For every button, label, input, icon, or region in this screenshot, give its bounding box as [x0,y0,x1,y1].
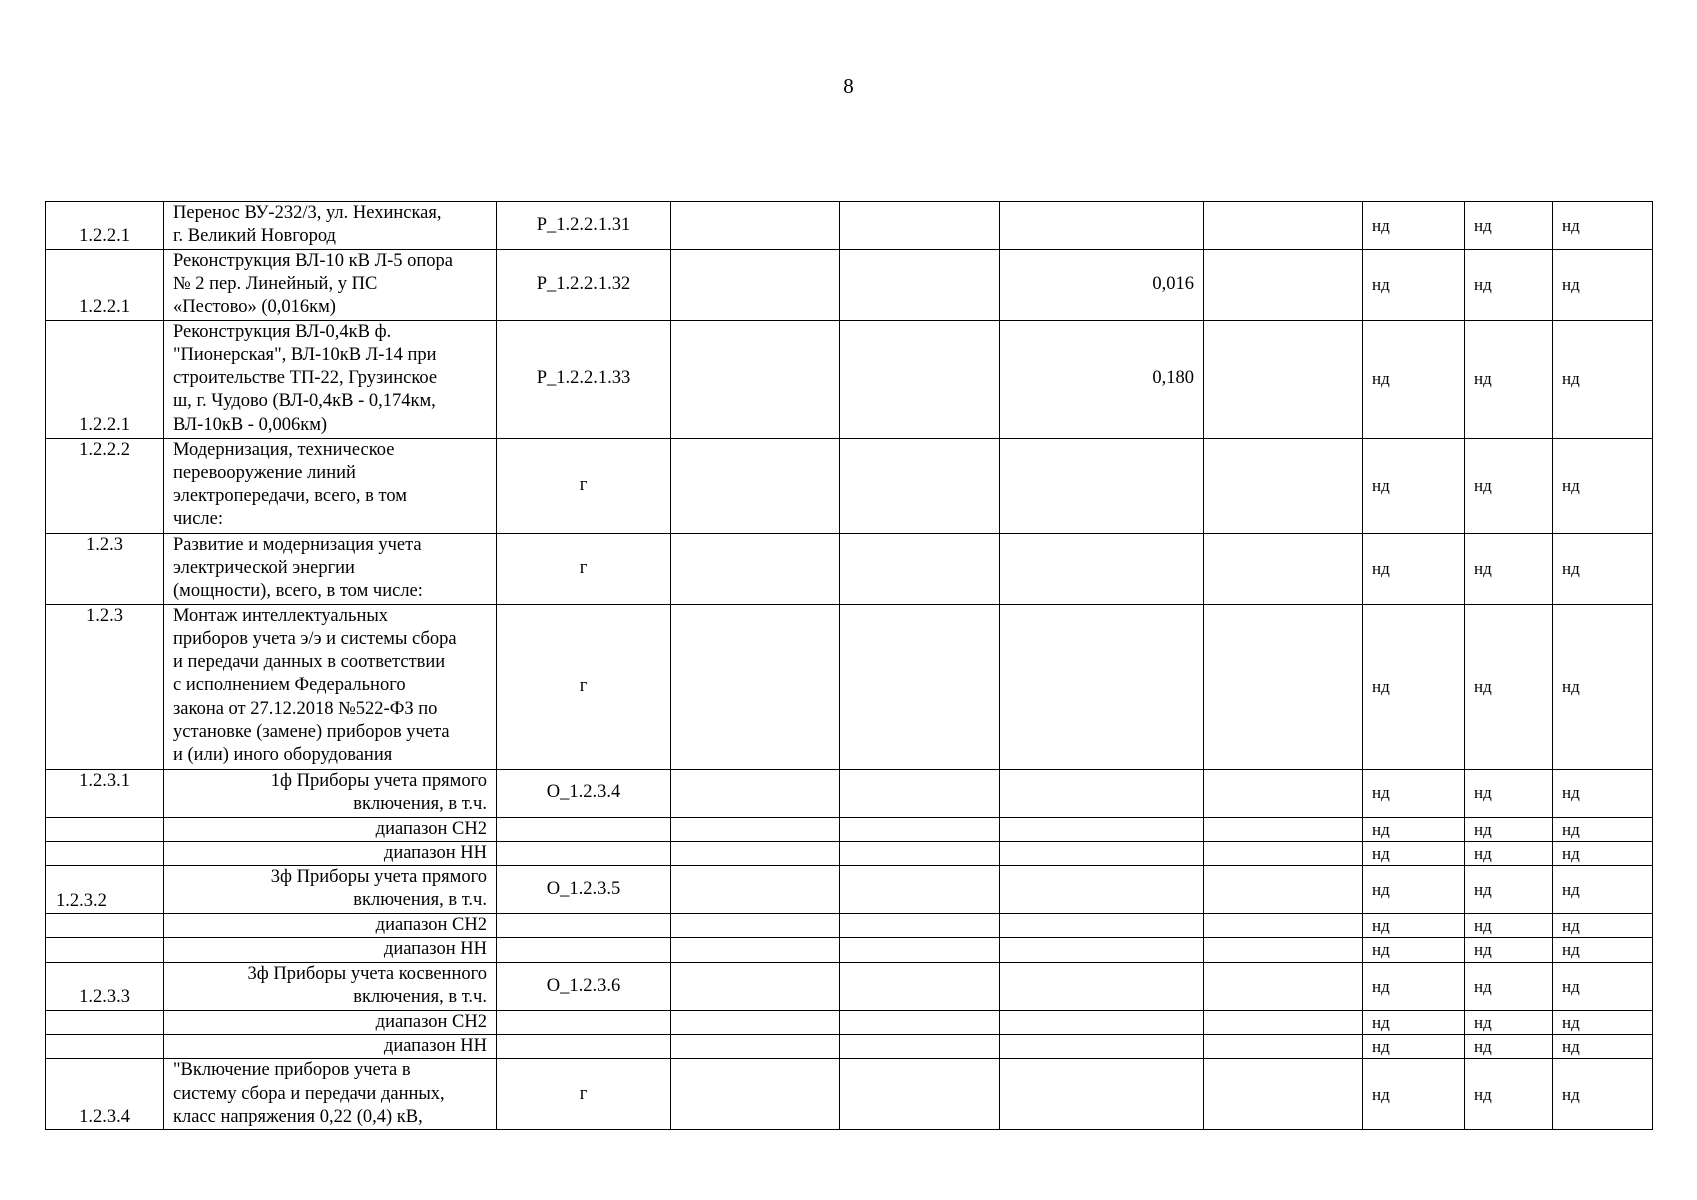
row-name [164,249,497,320]
row-code [497,1010,671,1034]
row-c8: нд [1363,914,1465,938]
row-code [497,1035,671,1059]
empty-cell-5 [840,817,1000,841]
row-c9: нд [1465,1010,1553,1034]
empty-cell-4 [671,1035,840,1059]
row-c9: нд [1465,533,1553,604]
row-c10: нд [1553,938,1653,962]
row-name [164,1035,497,1059]
investment-program-table [45,201,1653,1130]
row-c10: нд [1553,817,1653,841]
row-number: 1.2.3.3 [46,962,164,1010]
row-c9: нд [1465,938,1553,962]
empty-cell-4 [671,938,840,962]
row-name [164,769,497,817]
row-name-line: (мощности), всего, в том числе: [173,581,423,602]
row-c8: нд [1363,841,1465,865]
row-c8: нд [1363,1010,1465,1034]
row-c8: нд [1363,1059,1465,1130]
empty-cell-7 [1204,962,1363,1010]
empty-cell-5 [840,438,1000,533]
row-value [1000,938,1204,962]
empty-cell-7 [1204,1010,1363,1034]
page-number: 8 [843,74,854,98]
row-name-line: строительстве ТП-22, Грузинское [173,368,438,389]
row-name-line: 3ф Приборы учета прямого [270,867,487,888]
row-code: O_1.2.3.6 [497,962,671,1010]
row-name [164,604,497,769]
row-value [1000,202,1204,250]
row-name-line: Развитие и модернизация учета [173,534,422,555]
row-name [164,866,497,914]
row-name-line: № 2 пер. Линейный, у ПС [173,273,378,294]
row-c8: нд [1363,769,1465,817]
row-code: г [497,533,671,604]
row-name-line: ш, г. Чудово (ВЛ-0,4кВ - 0,174км, [173,391,436,412]
row-name-line: ВЛ-10кВ - 0,006км) [173,414,328,435]
row-name-line: приборов учета э/э и системы сбора [173,628,457,649]
row-c10: нд [1553,769,1653,817]
row-number: 1.2.2.1 [46,202,164,250]
row-c9: нд [1465,438,1553,533]
row-name-line: г. Великий Новгород [173,226,336,247]
row-number: 1.2.3.1 [46,769,164,817]
row-name [164,533,497,604]
row-c10: нд [1553,438,1653,533]
row-code [497,914,671,938]
row-c8: нд [1363,202,1465,250]
row-name [164,817,497,841]
empty-cell-5 [840,1035,1000,1059]
row-name-line: и (или) иного оборудования [173,745,393,766]
empty-cell-7 [1204,1035,1363,1059]
table-row [46,1035,1653,1059]
row-value [1000,914,1204,938]
empty-cell-4 [671,962,840,1010]
empty-cell-5 [840,249,1000,320]
row-c10: нд [1553,202,1653,250]
row-code [497,817,671,841]
row-name [164,914,497,938]
row-name [164,841,497,865]
row-value [1000,1059,1204,1130]
row-c10: нд [1553,962,1653,1010]
row-name-line: электрической энергии [173,557,355,578]
empty-cell-7 [1204,1059,1363,1130]
table-row [46,866,1653,914]
table-row [46,817,1653,841]
row-name [164,438,497,533]
empty-cell-7 [1204,202,1363,250]
row-name-line: «Пестово» (0,016км) [173,297,336,318]
table-row [46,769,1653,817]
table-row [46,202,1653,250]
row-code [497,841,671,865]
row-name [164,1010,497,1034]
row-number [46,1035,164,1059]
empty-cell-4 [671,533,840,604]
row-number: 1.2.2.1 [46,320,164,438]
row-value [1000,866,1204,914]
row-name-line: диапазон НН [383,1036,487,1057]
empty-cell-5 [840,1059,1000,1130]
table-row [46,320,1653,438]
row-value: 0,016 [1000,249,1204,320]
empty-cell-7 [1204,604,1363,769]
row-number [46,938,164,962]
row-name [164,938,497,962]
row-value [1000,817,1204,841]
row-c9: нд [1465,866,1553,914]
empty-cell-5 [840,320,1000,438]
row-code [497,938,671,962]
row-number [46,841,164,865]
row-number: 1.2.2.1 [46,249,164,320]
row-value [1000,533,1204,604]
row-code: O_1.2.3.4 [497,769,671,817]
table-row [46,249,1653,320]
empty-cell-4 [671,1059,840,1130]
row-number [46,1010,164,1034]
row-name-line: класс напряжения 0,22 (0,4) кВ, [173,1106,423,1127]
table-row [46,1010,1653,1034]
row-value [1000,438,1204,533]
table-body [46,202,1653,1130]
empty-cell-5 [840,769,1000,817]
table-row [46,938,1653,962]
row-name-line: 3ф Приборы учета косвенного [247,963,487,984]
empty-cell-7 [1204,320,1363,438]
row-name-line: включения, в т.ч. [353,890,487,911]
row-value: 0,180 [1000,320,1204,438]
empty-cell-4 [671,604,840,769]
row-name [164,202,497,250]
row-c10: нд [1553,604,1653,769]
row-name-line: Реконструкция ВЛ-0,4кВ ф. [173,321,392,342]
row-name-line: "Пионерская", ВЛ-10кВ Л-14 при [173,344,437,365]
row-value [1000,769,1204,817]
row-number: 1.2.2.2 [46,438,164,533]
empty-cell-4 [671,320,840,438]
row-c8: нд [1363,1035,1465,1059]
row-name-line: диапазон СН2 [375,1011,487,1032]
empty-cell-5 [840,604,1000,769]
row-c8: нд [1363,817,1465,841]
empty-cell-7 [1204,533,1363,604]
row-value [1000,1035,1204,1059]
row-number: 1.2.3.2 [46,866,164,914]
empty-cell-4 [671,438,840,533]
row-name-line: 1ф Приборы учета прямого [270,770,487,791]
row-c9: нд [1465,1059,1553,1130]
row-name-line: перевооружение линий [173,462,356,483]
row-c10: нд [1553,1035,1653,1059]
row-c8: нд [1363,249,1465,320]
row-c9: нд [1465,604,1553,769]
empty-cell-7 [1204,866,1363,914]
row-value [1000,841,1204,865]
row-name-line: диапазон СН2 [375,818,487,839]
empty-cell-4 [671,841,840,865]
row-name [164,962,497,1010]
row-number [46,817,164,841]
row-name-line: "Включение приборов учета в [173,1060,411,1081]
empty-cell-7 [1204,938,1363,962]
row-c8: нд [1363,866,1465,914]
row-c9: нд [1465,249,1553,320]
empty-cell-4 [671,202,840,250]
row-name [164,1059,497,1130]
row-c8: нд [1363,604,1465,769]
row-name-line: систему сбора и передачи данных, [173,1083,445,1104]
row-name-line: числе: [173,509,223,530]
empty-cell-5 [840,1010,1000,1034]
empty-cell-5 [840,938,1000,962]
empty-cell-5 [840,914,1000,938]
empty-cell-5 [840,202,1000,250]
table-row [46,962,1653,1010]
row-c8: нд [1363,320,1465,438]
empty-cell-5 [840,533,1000,604]
table-row [46,841,1653,865]
row-name-line: Реконструкция ВЛ-10 кВ Л-5 опора [173,250,454,271]
row-c9: нд [1465,1035,1553,1059]
empty-cell-7 [1204,438,1363,533]
row-c9: нд [1465,202,1553,250]
row-code: P_1.2.2.1.33 [497,320,671,438]
empty-cell-7 [1204,914,1363,938]
row-code: г [497,604,671,769]
table-row [46,533,1653,604]
table-row [46,438,1653,533]
row-name-line: закона от 27.12.2018 №522-ФЗ по [173,698,438,719]
row-code: г [497,1059,671,1130]
empty-cell-7 [1204,769,1363,817]
empty-cell-4 [671,817,840,841]
row-c8: нд [1363,938,1465,962]
empty-cell-4 [671,914,840,938]
row-value [1000,604,1204,769]
row-c10: нд [1553,249,1653,320]
row-value [1000,962,1204,1010]
row-c9: нд [1465,962,1553,1010]
empty-cell-4 [671,866,840,914]
row-c10: нд [1553,320,1653,438]
row-number [46,914,164,938]
row-c10: нд [1553,866,1653,914]
table-row [46,914,1653,938]
empty-cell-4 [671,249,840,320]
row-number: 1.2.3 [46,533,164,604]
row-code: P_1.2.2.1.32 [497,249,671,320]
empty-cell-5 [840,866,1000,914]
row-name-line: включения, в т.ч. [353,793,487,814]
row-c10: нд [1553,914,1653,938]
row-name-line: диапазон СН2 [375,915,487,936]
row-name-line: Модернизация, техническое [173,439,395,460]
row-c10: нд [1553,1010,1653,1034]
row-c8: нд [1363,962,1465,1010]
table-row [46,1059,1653,1130]
row-c9: нд [1465,320,1553,438]
row-c10: нд [1553,1059,1653,1130]
row-c9: нд [1465,817,1553,841]
row-name-line: и передачи данных в соответствии [173,652,446,673]
row-c8: нд [1363,438,1465,533]
row-number: 1.2.3.4 [46,1059,164,1130]
empty-cell-5 [840,962,1000,1010]
row-code: P_1.2.2.1.31 [497,202,671,250]
row-code: г [497,438,671,533]
row-name-line: электропередачи, всего, в том [173,486,407,507]
row-name-line: диапазон НН [383,939,487,960]
row-name-line: с исполнением Федерального [173,675,406,696]
row-c9: нд [1465,769,1553,817]
row-number: 1.2.3 [46,604,164,769]
empty-cell-4 [671,1010,840,1034]
row-name-line: диапазон НН [383,842,487,863]
empty-cell-7 [1204,817,1363,841]
table-row [46,604,1653,769]
empty-cell-4 [671,769,840,817]
empty-cell-7 [1204,841,1363,865]
row-c10: нд [1553,841,1653,865]
row-value [1000,1010,1204,1034]
row-c9: нд [1465,841,1553,865]
row-name-line: Монтаж интеллектуальных [173,605,389,626]
row-name-line: включения, в т.ч. [353,987,487,1008]
row-c8: нд [1363,533,1465,604]
empty-cell-7 [1204,249,1363,320]
row-c9: нд [1465,914,1553,938]
row-c10: нд [1553,533,1653,604]
row-code: O_1.2.3.5 [497,866,671,914]
row-name-line: установке (замене) приборов учета [173,722,450,743]
empty-cell-5 [840,841,1000,865]
row-name-line: Перенос ВУ-232/3, ул. Нехинская, [173,203,442,223]
row-name [164,320,497,438]
